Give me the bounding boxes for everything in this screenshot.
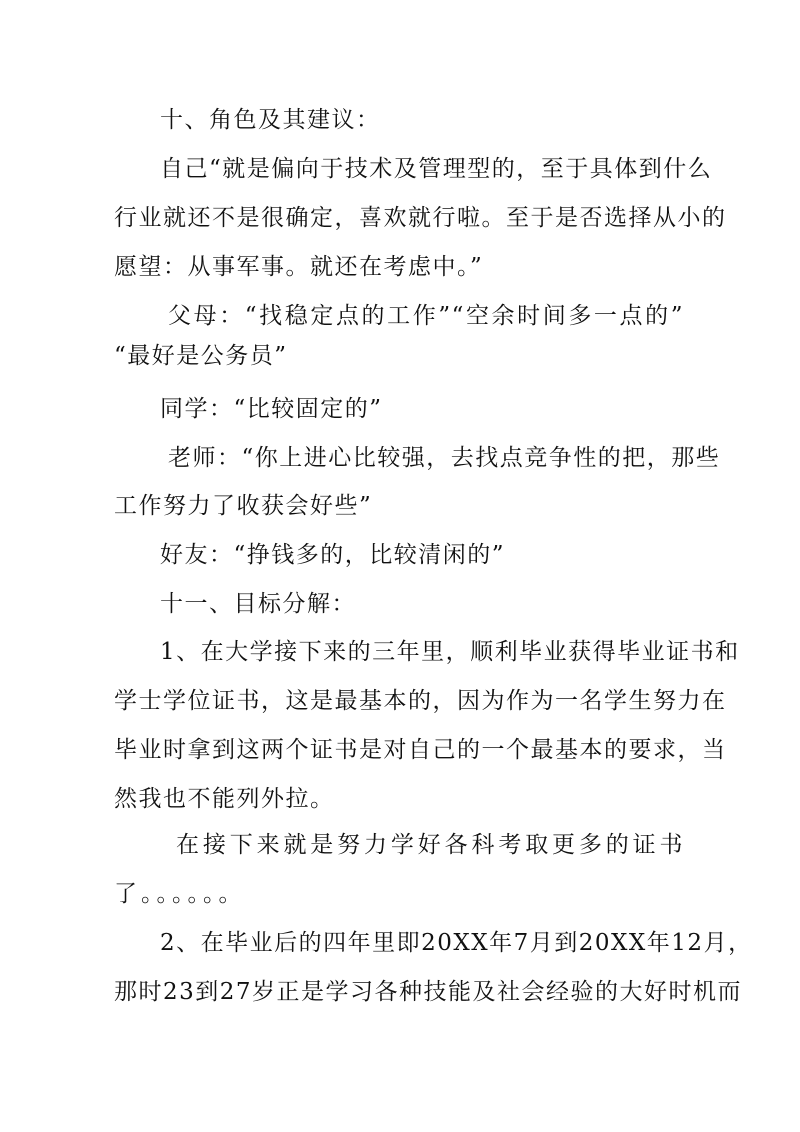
section-heading-roles: 十、角色及其建议： [160, 107, 381, 133]
paragraph-line: 父母：“找稳定点的工作”“空余时间多一点的” [168, 303, 684, 329]
paragraph-line: 2、在毕业后的四年里即20XX年7月到20XX年12月， [160, 930, 753, 956]
paragraph-line: 那时23到27岁正是学习各种技能及社会经验的大好时机而 [114, 979, 743, 1005]
paragraph-line: 自己“就是偏向于技术及管理型的，至于具体到什么 [160, 156, 713, 182]
paragraph-line: 行业就还不是很确定，喜欢就行啦。至于是否选择从小的 [114, 205, 727, 231]
paragraph-line: 然我也不能列外拉。 [114, 786, 335, 812]
paragraph-line: 毕业时拿到这两个证书是对自己的一个最基本的要求，当 [114, 737, 727, 763]
paragraph-line: 学士学位证书，这是最基本的，因为作为一名学生努力在 [114, 688, 727, 714]
paragraph-line: 在接下来就是努力学好各科考取更多的证书 [176, 832, 684, 858]
paragraph-line: 好友：“挣钱多的，比较清闲的” [160, 542, 506, 568]
section-heading-goals: 十一、目标分解： [160, 591, 356, 617]
paragraph-line: 1、在大学接下来的三年里，顺利毕业获得毕业证书和 [160, 639, 740, 665]
paragraph-line: 老师：“你上进心比较强，去找点竞争性的把，那些 [168, 445, 721, 471]
paragraph-line: 同学：“比较固定的” [160, 396, 383, 422]
paragraph-line: 愿望：从事军事。就还在考虑中。” [114, 254, 484, 280]
paragraph-line: “最好是公务员” [114, 343, 288, 369]
paragraph-line: 了。。。。。。 [114, 881, 246, 907]
paragraph-line: 工作努力了收获会好些” [114, 493, 373, 519]
